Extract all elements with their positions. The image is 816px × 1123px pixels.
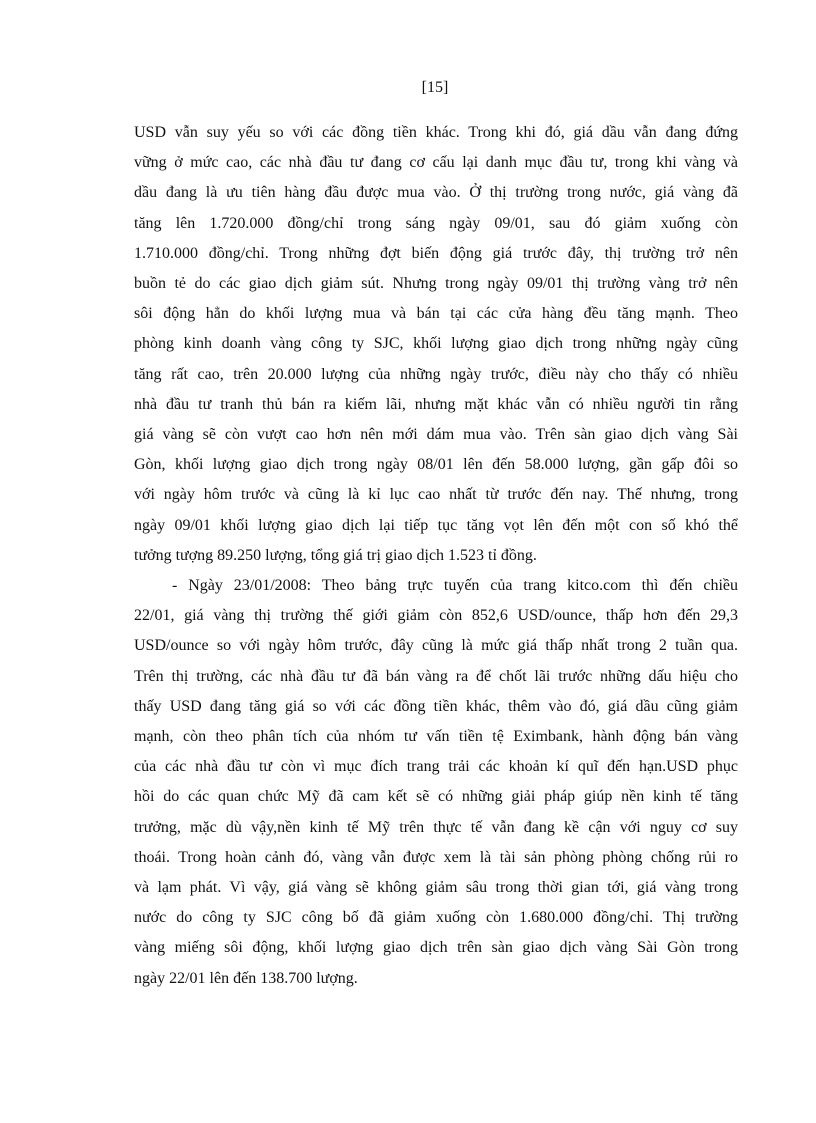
paragraph bbox=[134, 118, 738, 571]
text-line: nhà đầu tư tranh thủ bán ra kiếm lãi, nhưng mặt khác vẫn có nhiều người tin rằng bbox=[134, 395, 738, 413]
text-line: ngày 09/01 khối lượng giao dịch lại tiếp tục tăng vọt lên đến một con số khó thể bbox=[134, 516, 738, 534]
text-line: tăng lên 1.720.000 đồng/chỉ trong sáng ngày 09/01, sau đó giảm xuống còn bbox=[134, 214, 738, 232]
text-line: thoái. Trong hoàn cảnh đó, vàng vẫn được xem là tài sản phòng phòng chống rủi ro bbox=[134, 848, 738, 866]
text-line: Trên thị trường, các nhà đầu tư đã bán vàng ra để chốt lãi trước những dấu hiệu cho bbox=[134, 667, 738, 685]
text-line: USD vẫn suy yếu so với các đồng tiền khác. Trong khi đó, giá dầu vẫn đang đứng bbox=[134, 124, 738, 141]
text-line: Gòn, khối lượng giao dịch trong ngày 08/01 lên đến 58.000 lượng, gần gấp đôi so bbox=[134, 456, 738, 474]
text-line: mạnh, còn theo phân tích của nhóm tư vấn tiền tệ Eximbank, hành động bán vàng bbox=[134, 728, 738, 746]
text-line: - Ngày 23/01/2008: Theo bảng trực tuyến của trang kitco.com thì đến chiều bbox=[172, 577, 738, 595]
text-line: dầu đang là ưu tiên hàng đầu được mua vào. Ở thị trường trong nước, giá vàng đã bbox=[134, 184, 738, 202]
text-line: và lạm phát. Vì vậy, giá vàng sẽ không giảm sâu trong thời gian tới, giá vàng trong bbox=[134, 879, 738, 897]
page-number: [15] bbox=[421, 79, 449, 96]
text-line: sôi động hẳn do khối lượng mua và bán tại các cửa hàng đều tăng mạnh. Theo bbox=[134, 305, 738, 323]
text-line: hồi do các quan chức Mỹ đã cam kết sẽ có những giải pháp giúp nền kinh tế tăng bbox=[134, 788, 738, 806]
paragraph bbox=[134, 571, 738, 994]
text-line: tăng rất cao, trên 20.000 lượng của những ngày trước, điều này cho thấy có nhiều bbox=[134, 365, 738, 383]
text-line: vàng miếng sôi động, khối lượng giao dịch trên sàn giao dịch vàng Sài Gòn trong bbox=[134, 939, 738, 957]
text-line: buồn tẻ do các giao dịch giảm sút. Nhưng trong ngày 09/01 thị trường vàng trở nên bbox=[134, 275, 738, 293]
text-line: phòng kinh doanh vàng công ty SJC, khối lượng giao dịch trong những ngày cũng bbox=[134, 335, 738, 353]
text-line: trưởng, mặc dù vậy,nền kinh tế Mỹ trên thực tế vẫn đang kề cận với nguy cơ suy bbox=[134, 818, 738, 836]
text-line: thấy USD đang tăng giá so với các đồng tiền khác, thêm vào đó, giá dầu cũng giảm bbox=[134, 697, 738, 715]
text-line: với ngày hôm trước và cũng là kỉ lục cao nhất từ trước đến nay. Thế nhưng, trong bbox=[134, 486, 738, 504]
text-line: 1.710.000 đồng/chỉ. Trong những đợt biến động giá trước đây, thị trường trở nên bbox=[134, 244, 738, 262]
text-line: nước do công ty SJC công bố đã giảm xuống còn 1.680.000 đồng/chỉ. Thị trường bbox=[134, 909, 738, 927]
document-body bbox=[134, 118, 738, 994]
text-line: vững ở mức cao, các nhà đầu tư đang cơ cấu lại danh mục đầu tư, trong khi vàng và bbox=[134, 154, 738, 172]
text-line: của các nhà đầu tư còn vì mục đích trang trải các khoản kí quĩ đến hạn.USD phục bbox=[134, 758, 738, 776]
text-line: giá vàng sẽ còn vượt cao hơn nên mới dám mua vào. Trên sàn giao dịch vàng Sài bbox=[134, 426, 738, 444]
text-line: USD/ounce so với ngày hôm trước, đây cũng là mức giá thấp nhất trong 2 tuần qua. bbox=[134, 637, 738, 655]
text-line: 22/01, giá vàng thị trường thế giới giảm còn 852,6 USD/ounce, thấp hơn đến 29,3 bbox=[134, 607, 738, 625]
text-line: tưởng tượng 89.250 lượng, tổng giá trị giao dịch 1.523 tỉ đồng. bbox=[134, 546, 537, 564]
text-line: ngày 22/01 lên đến 138.700 lượng. bbox=[134, 969, 358, 987]
